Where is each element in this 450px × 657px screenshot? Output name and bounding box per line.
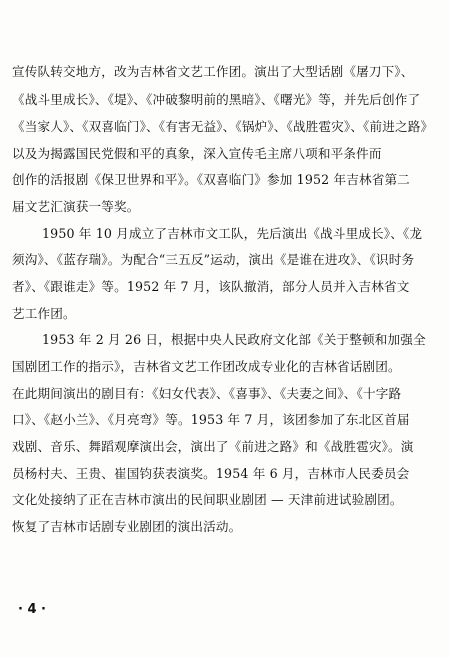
text-line-5: 创作的活报剧《保卫世界和平》。《双喜临门》参加 1952 年吉林省第二	[12, 172, 410, 187]
text-line-14: 口》、《赵小兰》、《月亮弯》等。1953 年 7 月，该团参加了东北区首届	[12, 412, 410, 427]
text-line-13: 在此期间演出的剧目有：《妇女代表》、《喜事》、《夫妻之间》、《十字路	[12, 386, 402, 401]
text-line-11: 1953 年 2 月 26 日，根据中央人民政府文化部《关于整顿和加强全	[42, 332, 426, 347]
text-line-2: 《战斗里成长》、《堤》、《冲破黎明前的黑暗》、《曙光》等，并先后创作了	[12, 92, 421, 107]
text-line-16: 员杨村夫、王贵、崔国钧获表演奖。1954 年 6 月，吉林市人民委员会	[12, 466, 410, 481]
text-line-4: 以及为揭露国民党假和平的真象，深入宣传毛主席八项和平条件而	[12, 146, 382, 161]
text-line-17: 文化处接纳了正在吉林市演出的民间职业剧团 — 天津前进试验剧团。	[12, 492, 403, 507]
text-line-6: 届文艺汇演获一等奖。	[12, 199, 140, 214]
text-line-9: 者》、《跟谁走》等。1952 年 7 月，该队撤消，部分人员并入吉林省文	[12, 279, 410, 294]
text-line-10: 艺工作团。	[12, 306, 76, 321]
text-line-7: 1950 年 10 月成立了吉林市文工队，先后演出《战斗里成长》、《龙	[42, 226, 423, 241]
text-line-1: 宣传队转交地方，改为吉林省文艺工作团。演出了大型话剧《屠刀下》、	[12, 64, 414, 79]
text-line-12: 国剧团工作的指示》，吉林省文艺工作团改成专业化的吉林省话剧团。	[12, 359, 401, 374]
text-line-15: 戏剧、音乐、舞蹈观摩演出会，演出了《前进之路》和《战胜雹灾》。演	[12, 439, 414, 454]
text-line-18: 恢复了吉林市话剧专业剧团的演出活动。	[12, 519, 242, 534]
text-line-8: 须沟》、《蓝存瑞》。为配合“三五反”运动，演出《是谁在进攻》、《识时务	[12, 252, 415, 267]
page-number: · 4 ·	[18, 602, 46, 617]
text-line-3: 《当家人》、《双喜临门》、《有害无益》、《锅炉》、《战胜雹灾》、《前进之路》	[12, 119, 434, 134]
